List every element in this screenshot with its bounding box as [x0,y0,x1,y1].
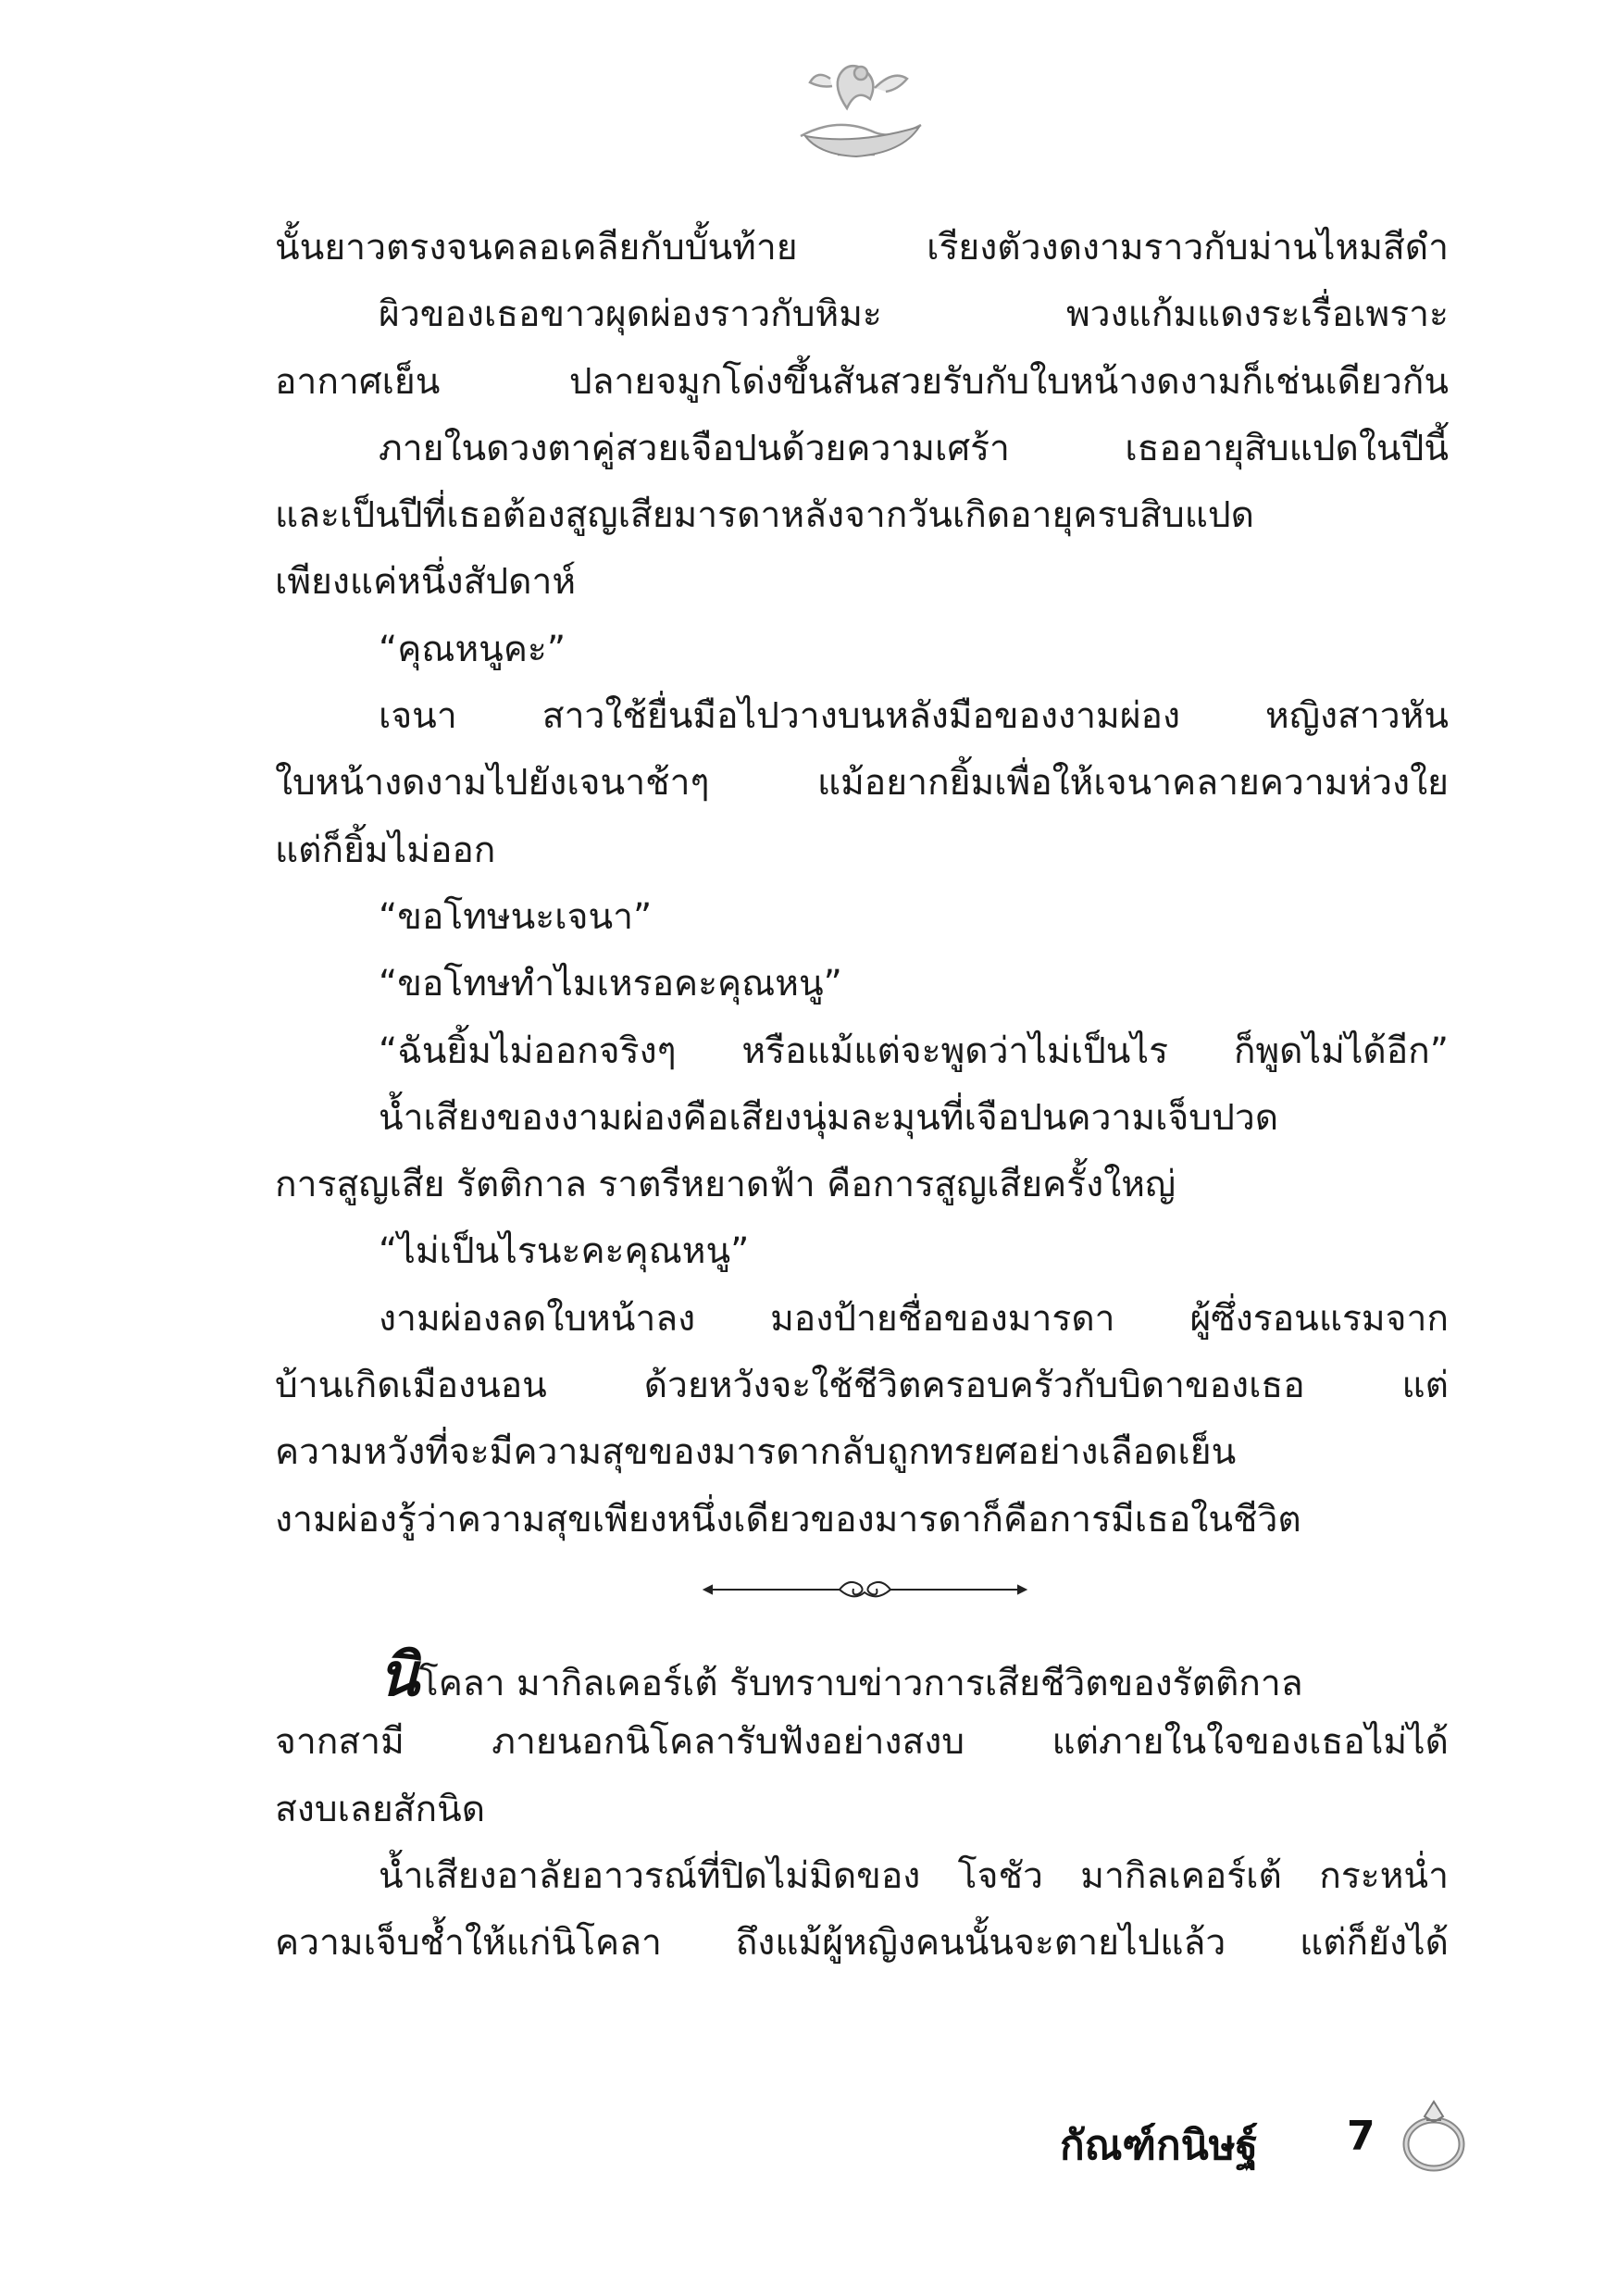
paragraph-line: ความเจ็บช้ำให้แก่นิโคลา ถึงแม้ผู้หญิงคนนั้นจะตายไปแล้ว แต่ก็ยังได้ [275,1922,1449,1965]
chapter-opening-line [275,1642,1449,1709]
paragraph-line: บ้านเกิดเมืองนอน ด้วยหวังจะใช้ชีวิตครอบครัวกับบิดาของเธอ แต่ [275,1365,1449,1407]
dialogue-line: “คุณหนูคะ” [379,628,566,670]
page-footer [1060,2092,1495,2176]
drop-cap: นิ [379,1641,419,1710]
paragraph-line: จากสามี ภายนอกนิโคลารับฟังอย่างสงบ แต่ภายในใจของเธอไม่ได้ [275,1721,1449,1764]
paragraph-line: น้ำเสียงอาลัยอาวรณ์ที่ปิดไม่มิดของ โจชัว มากิลเคอร์เต้ กระหน่ำ [379,1854,1449,1897]
paragraph-line: อากาศเย็น ปลายจมูกโด่งขึ้นสันสวยรับกับใบหน้างดงามก็เช่นเดียวกัน [275,360,1449,403]
paragraph-line: การสูญเสีย รัตติกาล ราตรีหยาดฟ้า คือการสูญเสียครั้งใหญ่ [275,1164,1176,1206]
diamond-ring-icon [1393,2092,1475,2174]
paragraph-line: น้ำเสียงของงามผ่องคือเสียงนุ่มละมุนที่เจือปนความเจ็บปวด [379,1096,1279,1139]
paragraph-line: ภายในดวงตาคู่สวยเจือปนด้วยความเศร้า เธออายุสิบแปดในปีนี้ [379,427,1449,469]
paragraph-line: สงบเลยสักนิด [275,1788,486,1830]
dialogue-line: “ไม่เป็นไรนะคะคุณหนู” [379,1230,750,1273]
dialogue-line: “ขอโทษนะเจนา” [379,895,653,938]
paragraph-line: แต่ก็ยิ้มไม่ออก [275,829,496,871]
paragraph-line: งามผ่องรู้ว่าความสุขเพียงหนึ่งเดียวของมารดาก็คือการมีเธอในชีวิต [275,1498,1301,1541]
paragraph-line: ใบหน้างดงามไปยังเจนาช้าๆ แม้อยากยิ้มเพื่อให้เจนาคลายความห่วงใย [275,762,1449,805]
opening-text: โคลา มากิลเคอร์เต้ รับทราบข่าวการเสียชีวิตของรัตติกาล [418,1662,1303,1704]
paragraph-line: นั้นยาวตรงจนคลอเคลียกับบั้นท้าย เรียงตัวงดงามราวกับม่านไหมสีดำ [275,227,1449,268]
paragraph-line: และเป็นปีที่เธอต้องสูญเสียมารดาหลังจากวันเกิดอายุครบสิบแปด [275,494,1254,537]
paragraph-line: เจนา สาวใช้ยื่นมือไปวางบนหลังมือของงามผ่อง หญิงสาวหัน [379,695,1449,738]
paragraph-line: ความหวังที่จะมีความสุขของมารดากลับถูกทรยศอย่างเลือดเย็น [275,1431,1237,1474]
section-divider [275,1554,1449,1642]
ornamental-scroll-divider-icon [701,1565,1029,1615]
paragraph-line: เพียงแค่หนึ่งสัปดาห์ [275,561,577,604]
book-title: กัณฑ์กนิษฐ์ [1060,2122,1258,2169]
dialogue-line: “ฉันยิ้มไม่ออกจริงๆ หรือแม้แต่จะพูดว่าไม่เป็นไร ก็พูดไม่ได้อีก” [379,1029,1449,1072]
genie-lamp-with-cupid-icon [782,51,930,167]
paragraph-line: งามผ่องลดใบหน้าลง มองป้ายชื่อของมารดา ผู้ซึ่งรอนแรมจาก [379,1297,1449,1340]
paragraph-line: ผิวของเธอขาวผุดผ่องราวกับหิมะ พวงแก้มแดงระเรื่อเพราะ [379,293,1449,336]
page-number: 7 [1347,2113,1375,2160]
body-text [275,215,1449,1977]
dialogue-line: “ขอโทษทำไมเหรอคะคุณหนู” [379,963,842,1005]
